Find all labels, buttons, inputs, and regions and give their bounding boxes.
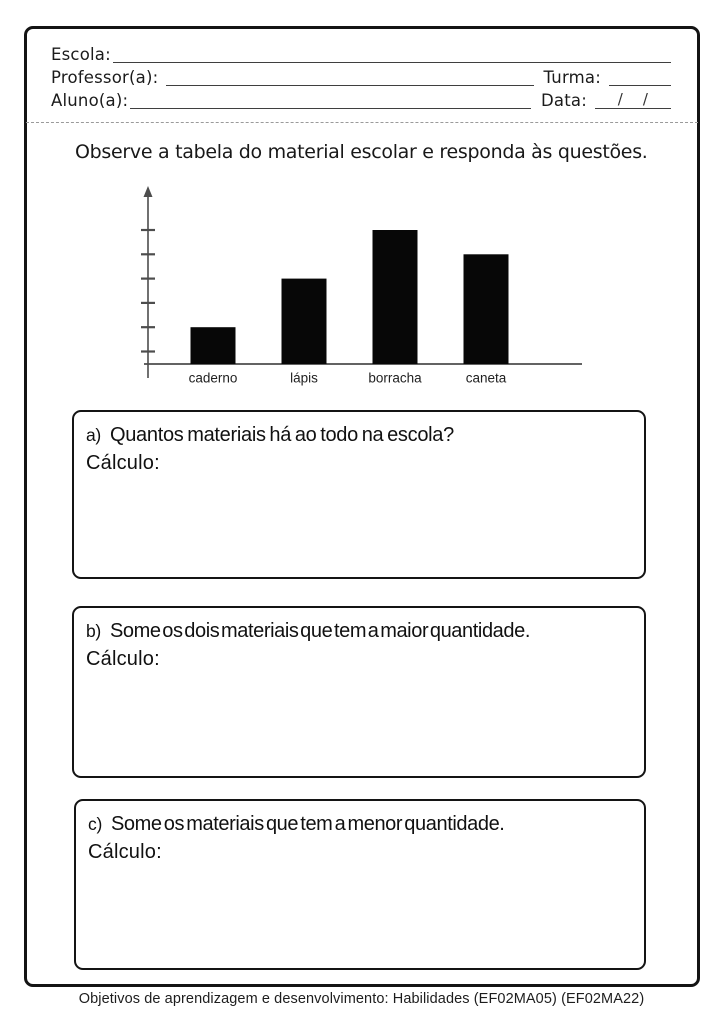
class-blank-line <box>609 70 671 86</box>
question-b-line <box>86 618 632 644</box>
bar-chart-svg <box>130 186 590 392</box>
dashed-separator <box>26 122 698 123</box>
question-c-calc-label: Cálculo: <box>88 841 162 863</box>
question-b-calc-label: Cálculo: <box>86 648 160 670</box>
bar-label-borracha: borracha <box>368 370 422 386</box>
bar-caderno <box>191 327 236 364</box>
student-field-row <box>51 89 671 111</box>
date-label: Data: <box>541 91 587 111</box>
question-a-text: Quantos materiais há ao todo na escola? <box>109 424 454 446</box>
bar-label-caneta: caneta <box>465 370 507 386</box>
page-frame <box>24 26 700 987</box>
teacher-field-row <box>51 66 671 88</box>
bar-lápis <box>282 279 327 364</box>
teacher-label: Professor(a): <box>51 68 159 88</box>
question-a-id: a) <box>86 425 101 445</box>
question-c-id: c) <box>88 814 102 834</box>
question-box-b <box>72 606 646 778</box>
question-c-text: Some os materiais que tem a menor quantidade. <box>110 813 505 835</box>
question-b-id: b) <box>86 621 101 641</box>
bar-label-lápis: lápis <box>290 370 318 386</box>
student-blank-line <box>130 93 531 109</box>
student-label: Aluno(a): <box>51 91 129 111</box>
instruction-text: Observe a tabela do material escolar e responda às questões. <box>75 141 648 163</box>
bar-label-caderno: caderno <box>188 370 238 386</box>
question-box-c <box>74 799 646 970</box>
footer-objectives-text: Objetivos de aprendizagem e desenvolvimento: Habilidades (EF02MA05) (EF02MA22) <box>78 991 645 1007</box>
school-label: Escola: <box>51 45 111 65</box>
bar-borracha <box>373 230 418 364</box>
question-a-calc-label: Cálculo: <box>86 452 160 474</box>
question-box-a <box>72 410 646 579</box>
school-blank-line <box>113 47 671 63</box>
class-label: Turma: <box>543 68 601 88</box>
bar-chart <box>130 186 590 392</box>
teacher-blank-line <box>166 70 533 86</box>
bar-caneta <box>464 254 509 364</box>
question-b-text: Some os dois materiais que tem a maior quantidade. <box>109 620 530 642</box>
school-field-row <box>51 43 671 65</box>
question-c-line <box>88 811 632 837</box>
date-blank-line: / / <box>595 90 671 109</box>
question-a-line <box>86 422 632 448</box>
